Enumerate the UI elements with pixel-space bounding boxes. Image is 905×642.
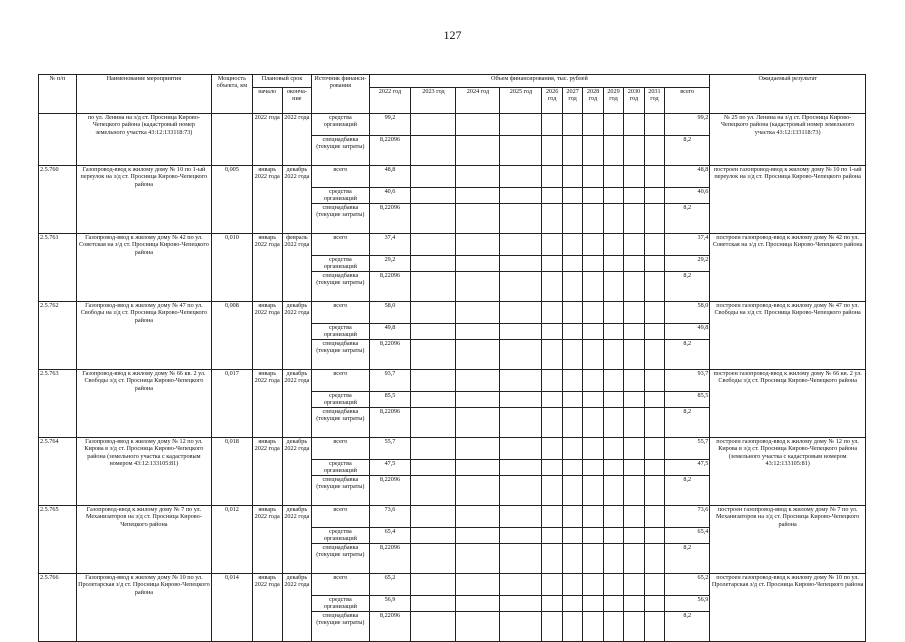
cell-end: декабрь 2022 года	[282, 574, 312, 642]
table-row	[39, 438, 866, 460]
cell-total: 55,7	[665, 438, 710, 460]
table-row	[39, 302, 866, 324]
cell-capacity: 0,012	[211, 506, 252, 574]
cell-end: 2022 года	[282, 114, 312, 166]
cell-start: январь 2022 года	[252, 166, 282, 234]
cell-total: 8,2	[665, 136, 710, 166]
cell-2022: 47,5	[369, 460, 411, 476]
cell-total: 40,6	[665, 188, 710, 204]
cell-name: Газопровод-ввод к жилому дому № 42 по ул. Советская на з/д ст. Просница Кирово-Чепецкого района	[76, 234, 211, 302]
cell-source: средства организаций	[312, 392, 369, 408]
cell-total: 93,7	[665, 370, 710, 392]
cell-num: 2.5.763	[39, 370, 77, 438]
cell-total: 8,2	[665, 476, 710, 506]
cell-total: 8,2	[665, 204, 710, 234]
table-row	[39, 370, 866, 392]
cell-name: Газопровод-ввод к жилому дому № 66 кв. 2 ул. Свободы з/д ст. Просница Кирово-Чепецкого района	[76, 370, 211, 438]
cell-source: средства организаций	[312, 528, 369, 544]
cell-source: средства организаций	[312, 324, 369, 340]
cell-total: 99,2	[665, 114, 710, 136]
cell-total: 65,2	[665, 574, 710, 596]
cell-total: 8,2	[665, 408, 710, 438]
cell-source: всего	[312, 302, 369, 324]
cell-end: декабрь 2022 года	[282, 302, 312, 370]
cell-total: 48,8	[665, 166, 710, 188]
cell-source: спецнадбавка (текущие затраты)	[312, 340, 369, 370]
cell-start: январь 2022 года	[252, 234, 282, 302]
cell-total: 8,2	[665, 612, 710, 642]
header-total: всего	[665, 88, 710, 114]
cell-source: спецнадбавка (текущие затраты)	[312, 204, 369, 234]
cell-result: № 25 по ул. Ленина на з/д ст. Просница Кирово-Чепецкого района (кадастровый номер земельного участка 43:12:133118:73)	[710, 114, 866, 166]
header-capacity: Мощность объекта, км	[211, 75, 252, 114]
cell-source: спецнадбавка (текущие затраты)	[312, 408, 369, 438]
cell-start: январь 2022 года	[252, 370, 282, 438]
cell-capacity	[211, 114, 252, 166]
cell-2022: 58,0	[369, 302, 411, 324]
table-row	[39, 506, 866, 528]
cell-end: февраль 2022 года	[282, 234, 312, 302]
cell-2022: 8,22096	[369, 136, 411, 166]
cell-num: 2.5.760	[39, 166, 77, 234]
cell-capacity: 0,018	[211, 438, 252, 506]
table-row	[39, 574, 866, 596]
header-name: Наименование мероприятия	[76, 75, 211, 114]
table-header	[39, 75, 866, 114]
cell-end: декабрь 2022 года	[282, 166, 312, 234]
header-period: Плановый срок	[252, 75, 311, 88]
cell-total: 37,4	[665, 234, 710, 256]
cell-2022: 8,22096	[369, 272, 411, 302]
cell-total: 8,2	[665, 272, 710, 302]
cell-total: 8,2	[665, 340, 710, 370]
cell-capacity: 0,010	[211, 234, 252, 302]
cell-2022: 8,22096	[369, 612, 411, 642]
cell-total: 8,2	[665, 544, 710, 574]
table-row	[39, 234, 866, 256]
cell-2022: 49,8	[369, 324, 411, 340]
cell-2022: 40,6	[369, 188, 411, 204]
header-num: № п/п	[39, 75, 77, 114]
cell-source: средства организаций	[312, 114, 369, 136]
cell-2022: 8,22096	[369, 476, 411, 506]
cell-end: декабрь 2022 года	[282, 506, 312, 574]
cell-result: построен газопровод-ввод к жилому дому № 42 по ул. Советская на з/д ст. Просница Кирово-Чепецкого района	[710, 234, 866, 302]
cell-source: средства организаций	[312, 460, 369, 476]
header-year: 2022 год	[369, 88, 411, 114]
cell-name: Газопровод-ввод к жилому дому № 10 по 1-ый переулок на з/д ст. Просница Кирово-Чепецкого района	[76, 166, 211, 234]
cell-start: январь 2022 года	[252, 438, 282, 506]
cell-num: 2.5.764	[39, 438, 77, 506]
header-result: Ожидаемый результат	[710, 75, 866, 114]
cell-source: спецнадбавка (текущие затраты)	[312, 612, 369, 642]
cell-num: 2.5.766	[39, 574, 77, 642]
cell-2022: 99,2	[369, 114, 411, 136]
cell-start: 2022 года	[252, 114, 282, 166]
header-year: 2031 год	[644, 88, 664, 114]
cell-capacity: 0,017	[211, 370, 252, 438]
cell-result: построен газопровод-ввод к жилому дому № 10 по ул. Пролетарская з/д ст. Просница Кирово-Чепецкого района	[710, 574, 866, 642]
table-row	[39, 166, 866, 188]
cell-source: всего	[312, 234, 369, 256]
cell-source: спецнадбавка (текущие затраты)	[312, 272, 369, 302]
cell-num: 2.5.762	[39, 302, 77, 370]
cell-result: построен газопровод-ввод к жилому дому № 66 кв. 2 ул. Свободы з/д ст. Просница Кирово-Чепецкого района	[710, 370, 866, 438]
cell-total: 56,9	[665, 596, 710, 612]
cell-result: построен газопровод-ввод к жилому дому № 47 по ул. Свободы на з/д ст. Просница Кирово-Чепецкого района	[710, 302, 866, 370]
cell-capacity: 0,008	[211, 302, 252, 370]
cell-capacity: 0,014	[211, 574, 252, 642]
header-year: 2026 год	[542, 88, 562, 114]
cell-total: 58,0	[665, 302, 710, 324]
table-body	[39, 114, 866, 642]
cell-source: средства организаций	[312, 596, 369, 612]
cell-2022: 85,5	[369, 392, 411, 408]
cell-name: Газопровод-ввод к жилому дому № 47 по ул. Свободы на з/д ст. Просница Кирово-Чепецкого района	[76, 302, 211, 370]
header-source: Источник финанси-рования	[312, 75, 369, 114]
cell-total: 49,8	[665, 324, 710, 340]
header-year: 2027 год	[562, 88, 582, 114]
header-year: 2024 год	[456, 88, 500, 114]
cell-source: спецнадбавка (текущие затраты)	[312, 476, 369, 506]
cell-start: январь 2022 года	[252, 574, 282, 642]
header-year: 2030 год	[624, 88, 644, 114]
cell-total: 73,6	[665, 506, 710, 528]
cell-2022: 65,4	[369, 528, 411, 544]
cell-source: спецнадбавка (текущие затраты)	[312, 136, 369, 166]
header-year: 2029 год	[603, 88, 623, 114]
header-year: 2028 год	[583, 88, 603, 114]
cell-2022: 65,2	[369, 574, 411, 596]
header-start: начало	[252, 88, 282, 114]
financing-table	[38, 74, 866, 642]
table-row	[39, 114, 866, 136]
cell-end: декабрь 2022 года	[282, 370, 312, 438]
page-number: 127	[443, 28, 462, 42]
cell-result: построен газопровод-ввод к жилому дому № 12 по ул. Кирова в з/д ст. Просница Кирово-Чепецкого района (земельного участка с кадастровым номером 43:12:133105:81)	[710, 438, 866, 506]
header-volume: Объем финансирования, тыс. рублей	[369, 75, 710, 88]
cell-2022: 48,8	[369, 166, 411, 188]
cell-2022: 29,2	[369, 256, 411, 272]
cell-capacity: 0,005	[211, 166, 252, 234]
cell-source: всего	[312, 166, 369, 188]
cell-2022: 73,6	[369, 506, 411, 528]
cell-end: декабрь 2022 года	[282, 438, 312, 506]
cell-num: 2.5.765	[39, 506, 77, 574]
cell-source: средства организаций	[312, 256, 369, 272]
cell-source: всего	[312, 574, 369, 596]
cell-name: по ул. Ленина на з/д ст. Просница Кирово-Чепецкого района (кадастровый номер земельного участка 43:12:133118:73)	[76, 114, 211, 166]
cell-result: построен газопровод-ввод к жилому дому № 10 по 1-ый переулок на з/д ст. Просница Кирово-Чепецкого района	[710, 166, 866, 234]
cell-start: январь 2022 года	[252, 302, 282, 370]
cell-2022: 56,9	[369, 596, 411, 612]
cell-start: январь 2022 года	[252, 506, 282, 574]
cell-source: средства организаций	[312, 188, 369, 204]
cell-result: построен газопровод-ввод к жилому дому № 7 по ул. Механизаторов на з/д ст. Просница Кирово-Чепецкого района	[710, 506, 866, 574]
cell-2022: 8,22096	[369, 544, 411, 574]
cell-num: 2.5.761	[39, 234, 77, 302]
cell-total: 85,5	[665, 392, 710, 408]
header-end: оконча-ние	[282, 88, 312, 114]
cell-source: всего	[312, 438, 369, 460]
cell-name: Газопровод-ввод к жилому дому № 12 по ул. Кирова в з/д ст. Просница Кирово-Чепецкого района (земельного участка с кадастровым номером 43:12:133105:81)	[76, 438, 211, 506]
header-year: 2025 год	[500, 88, 542, 114]
cell-total: 29,2	[665, 256, 710, 272]
cell-source: спецнадбавка (текущие затраты)	[312, 544, 369, 574]
cell-name: Газопровод-ввод к жилому дому № 10 по ул. Пролетарская з/д ст. Просница Кирово-Чепецкого района	[76, 574, 211, 642]
cell-total: 47,5	[665, 460, 710, 476]
cell-2022: 37,4	[369, 234, 411, 256]
cell-total: 65,4	[665, 528, 710, 544]
cell-2022: 55,7	[369, 438, 411, 460]
cell-name: Газопровод-ввод к жилому дому № 7 по ул. Механизаторов на з/д ст. Просница Кирово-Чепецкого района	[76, 506, 211, 574]
header-year: 2023 год	[411, 88, 456, 114]
cell-source: всего	[312, 370, 369, 392]
cell-source: всего	[312, 506, 369, 528]
cell-2022: 8,22096	[369, 408, 411, 438]
cell-2022: 93,7	[369, 370, 411, 392]
cell-2022: 8,22096	[369, 204, 411, 234]
cell-2022: 8,22096	[369, 340, 411, 370]
cell-num	[39, 114, 77, 166]
